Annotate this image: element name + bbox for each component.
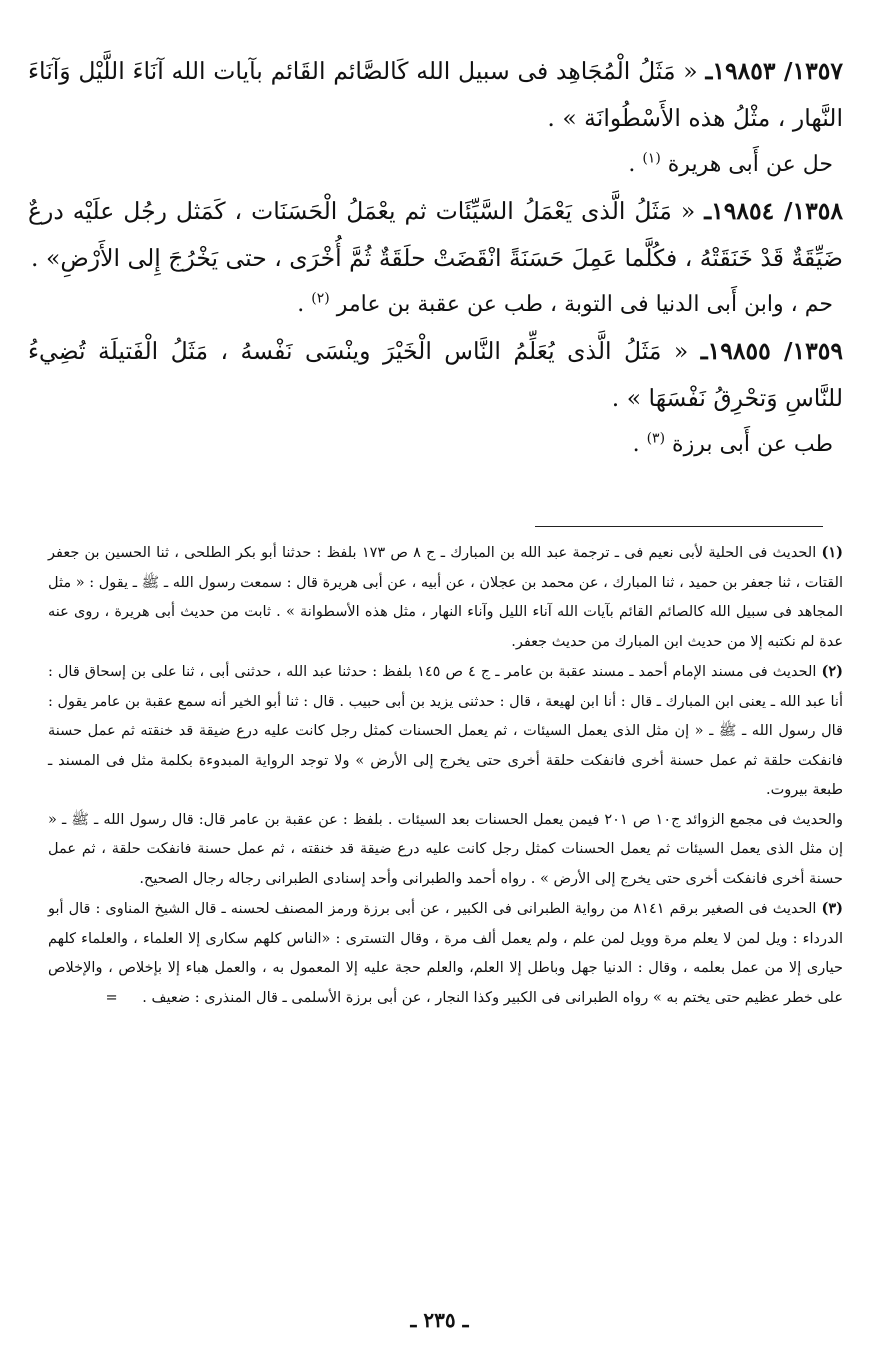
hadith-source: حم ، وابن أَبى الدنيا فى التوبة ، طب عن عقبة بن عامر $^{(٢)}$ . [297, 290, 833, 317]
continuation-mark: = [105, 989, 118, 1006]
hadith-section [28, 48, 843, 468]
hadith-number: ١٣٥٨/ ١٩٨٥٤ـ [704, 197, 843, 225]
footnote-text: الحديث فى الحلية لأبى نعيم فى ـ ترجمة عبد الله بن المبارك ـ ج ٨ ص ١٧٣ بلفظ : حدثنا أبو بكر الطلحى ، ثنا الحسين بن جعفر القتات ، ثنا جعفر بن حميد ، ثنا المبارك ، عن محمد بن عجلان ، عن أبيه ، عن أبى هريرة قال : سمعت رسول الله ـ ﷺ ـ يقول : « مثل المجاهد فى سبيل الله كالصائم القائم بآيات الله آناء الليل وآناء النهار ، مثل هذه الأسطوانة » . ثابت من حديث أبى هريرة ، روى عنه عدة لم نكتبه إلا من حديث ابن المبارك من حديث جعفر. [48, 545, 843, 650]
footnote [48, 538, 843, 657]
source-text: طب عن أَبى برزة [672, 432, 833, 457]
footnote-ref: (٢) [311, 290, 330, 307]
footnotes-section [48, 538, 843, 1013]
source-text: حم ، وابن أَبى الدنيا فى التوبة ، طب عن عقبة بن عامر [336, 292, 833, 317]
hadith-number: ١٣٥٧/ ١٩٨٥٣ـ [705, 57, 843, 85]
hadith-entry [28, 328, 843, 422]
footnote-ref: (٣) [646, 430, 666, 447]
footnote-text: الحديث فى الصغير برقم ٨١٤١ من رواية الطبرانى فى الكبير ، عن أبى برزة ورمز المصنف لحسنه ـ قال الشيخ المناوى : قال أبو الدرداء : ويل لمن لا يعلم مرة وويل لمن علم ، ولم يعمل ألف مرة ، وقال التسترى : «الناس كلهم سكارى إلا العلماء ، والعلماء كلهم حيارى إلا من عمل بعلمه ، وقال : الدنيا جهل وباطل إلا العلم، والعلم حجة عليه إلا المعمول به ، والعمل هباء إلا بإخلاص ، والإخلاص على خطر عظيم حتى يختم به » رواه الطبرانى فى الكبير وكذا النجار ، عن أبى برزة الأسلمى ـ قال المنذرى : ضعيف . [48, 901, 843, 1006]
hadith-source: حل عن أَبى هريرة $^{(١)}$ . [628, 150, 833, 177]
source-text: حل عن أَبى هريرة [667, 152, 833, 177]
footnote-paragraph: والحديث فى مجمع الزوائد ج١٠ ص ٢٠١ فيمن يعمل الحسنات بعد السيئات . بلفظ : عن عقبة بن عامر قال: قال رسول الله ـ ﷺ ـ « إن مثل الذى يعمل السيئات ثم يعمل الحسنات كمثل رجل كانت عليه درع ضيقة قد خنقته ، ثم عمل حسنة فانفكت حلقة ، ثم عمل حسنة أخرى فانفكت أخرى حتى يخرج إلى الأرض » . رواه أحمد والطبرانى وأحد إسنادى الطبرانى رجاله رجال الصحيح. [48, 811, 843, 887]
hadith-entry [28, 48, 843, 142]
hadith-source: طب عن أَبى برزة $^{(٣)}$ . [632, 430, 833, 457]
footnote-number: (١) [821, 544, 844, 561]
footnote-number: (٢) [821, 663, 843, 680]
page-number: ـ ٢٣٥ ـ [410, 1308, 469, 1332]
footnote-ref: (١) [642, 150, 661, 167]
footnote [48, 894, 843, 1013]
footnote-divider [535, 526, 823, 527]
hadith-text: « مَثَلُ الَّذى يُعَلِّمُ النَّاس الْخَيْرَ وينْسَى نَفْسهُ ، مَثَلُ الْفَتيلَة تُضِيءُ للنَّاسِ وَتحْرِقُ نَفْسَهَا » . [28, 337, 843, 412]
footnote [48, 657, 843, 894]
hadith-text: « مَثَلُ الَّذى يَعْمَلُ السَّيِّئَات ثم يعْمَلُ الْحَسَنَات ، كَمَثل رجُل علَيْه درعٌ ضَيِّقَةٌ قَدْ خَنَقَتْهُ ، فكُلَّما عَمِلَ حَسَنَةً انْقَضَتْ حلَقَةٌ ثُمَّ أُخْرَى ، حتى يَخْرُجَ إِلى الأَرْضِ» . [28, 197, 843, 272]
hadith-number: ١٣٥٩/ ١٩٨٥٥ـ [700, 337, 844, 365]
hadith-text: « مَثَلُ الْمُجَاهِد فى سبيل الله كَالصَّائم القَائم بآيات الله آنَاءَ اللَّيْل وَآنَاءَ النَّهار ، مثْلُ هذه الأَسْطُوانَة » . [28, 57, 843, 132]
footnote-text: الحديث فى مسند الإمام أحمد ـ مسند عقبة بن عامر ـ ج ٤ ص ١٤٥ بلفظ : حدثنا عبد الله ، حدثنى أبى ، ثنا على بن إسحاق قال : أنا عبد الله ـ يعنى ابن المبارك ـ قال : أنا ابن لهيعة ، قال : حدثنى يزيد بن أبى حبيب . قال : ثنا أبو الخير أنه سمع عقبة بن عامر يقول : قال رسول الله ـ ﷺ ـ « إن مثل الذى يعمل السيئات ، ثم يعمل الحسنات كمثل رجل كانت عليه درع ضيقة قد خنقته ثم عمل حسنة فانفكت حلقة ثم عمل حسنة أخرى فانفكت حلقة أخرى حتى يخرج إلى الأرض » ولا توجد الرواية المبدوءة بكلمة مثل فى المسند ـ طبعة بيروت. [48, 664, 843, 798]
footnote-number: (٣) [821, 900, 844, 917]
hadith-entry [28, 188, 843, 282]
